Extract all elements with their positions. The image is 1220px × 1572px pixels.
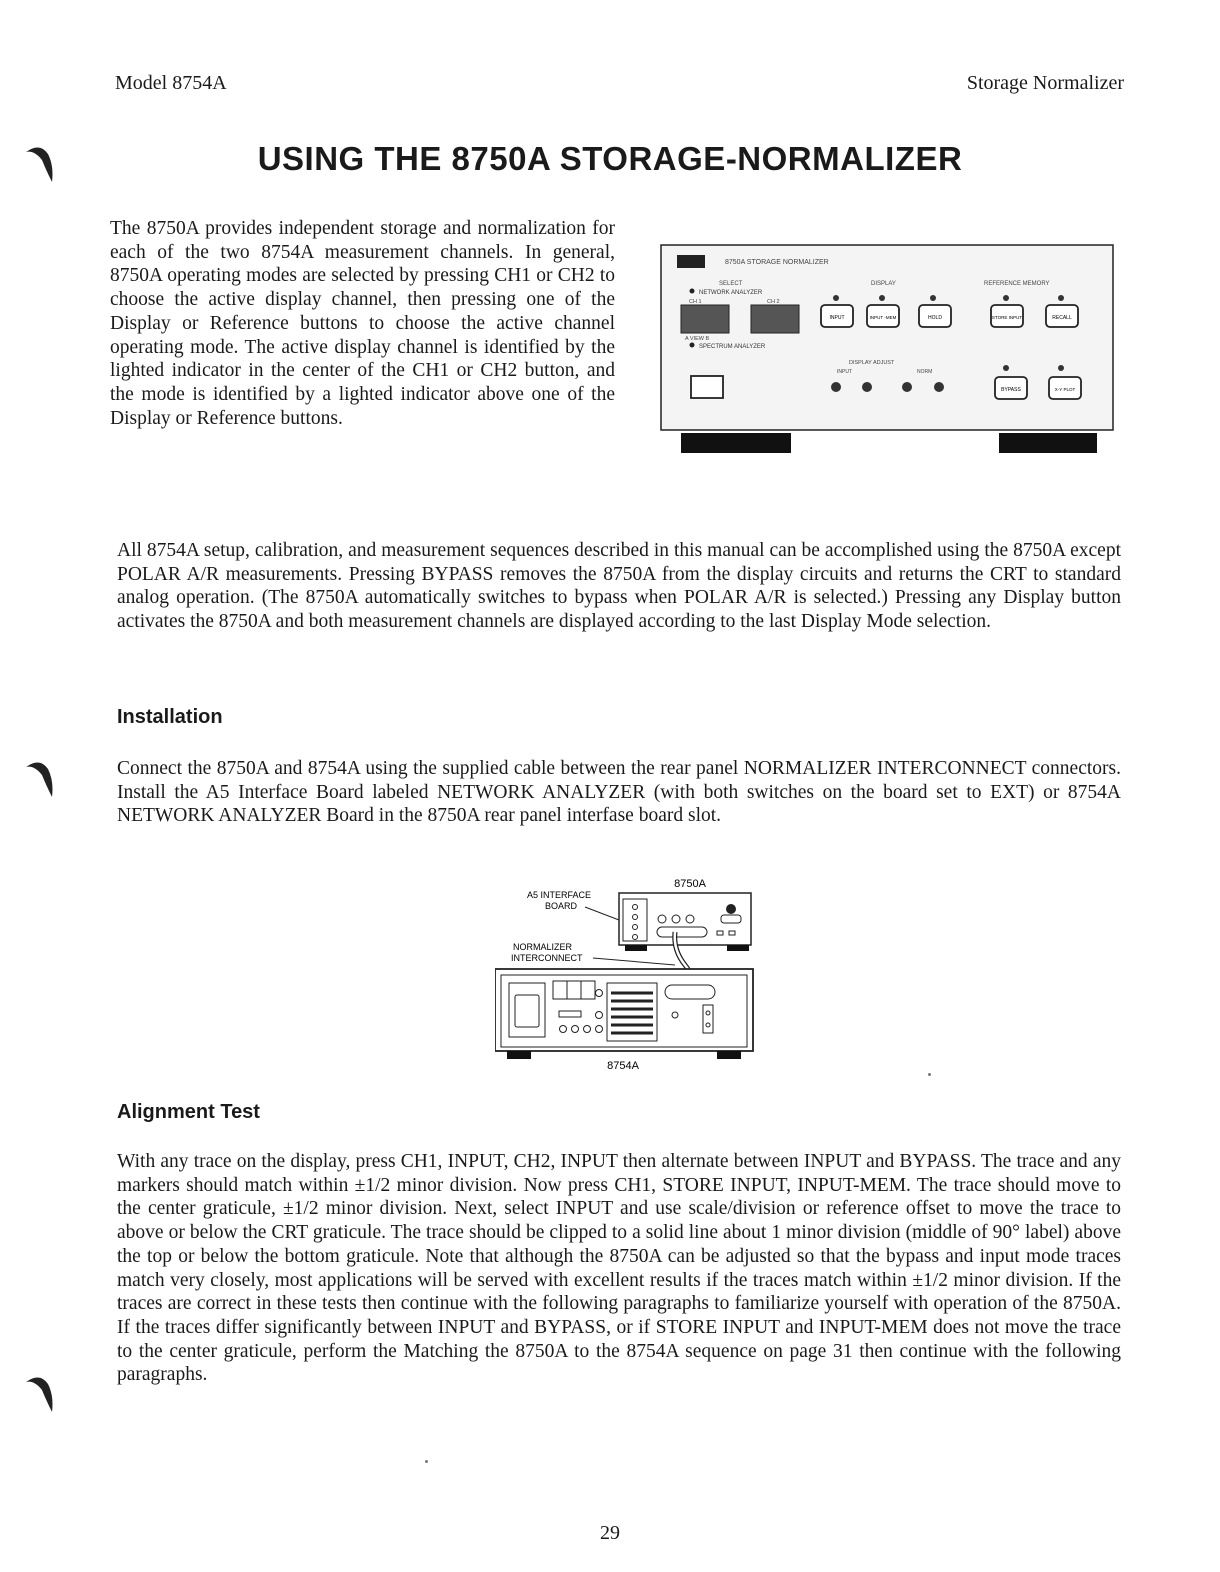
intro-paragraph: The 8750A provides independent storage and normalization for each of the two 8754A measurement channels. In general, 8750A operating modes are selected by pressing CH1 or CH2 to choose the active display channel, then pressing one of the Display or Reference buttons to choose the active channel operating mode. The active display channel is identified by the lighted indicator in the center of the CH1 or CH2 button, and the mode is identified by a lighted indicator above one of the Display or Reference buttons.	[110, 218, 615, 429]
label-8754a: 8754A	[607, 1060, 639, 1072]
hold-button-label: HOLD	[928, 315, 942, 321]
binder-mark-icon	[12, 755, 62, 805]
label-8750a: 8750A	[674, 878, 706, 890]
display-adjust-label: DISPLAY ADJUST	[849, 360, 895, 366]
bypass-button-label: BYPASS	[1001, 387, 1021, 393]
header-model: Model 8754A	[115, 72, 227, 94]
front-panel-figure	[659, 243, 1117, 463]
alignment-heading: Alignment Test	[117, 1101, 260, 1123]
label-a5-line2: BOARD	[545, 901, 578, 911]
page-number: 29	[600, 1522, 620, 1544]
network-analyzer-label: NETWORK ANALYZER	[699, 290, 763, 296]
label-norm-line2: INTERCONNECT	[511, 953, 583, 963]
cable-connection-figure	[495, 865, 765, 1080]
input-mem-button-label: INPUT -MEM	[869, 315, 897, 320]
spectrum-analyzer-label: SPECTRUM ANALYZER	[699, 344, 766, 350]
hp-logo-icon	[677, 255, 705, 268]
spectrum-label: A VIEW B	[685, 336, 710, 342]
select-label: SELECT	[719, 281, 743, 287]
plot-button-label: X-Y PLOT	[1054, 387, 1076, 392]
adjust-input-label: INPUT	[837, 369, 852, 375]
binder-mark-icon	[12, 1370, 62, 1420]
panel-foot-left	[681, 433, 791, 453]
label-norm-line1: NORMALIZER	[513, 942, 573, 952]
ch1-label: CH 1	[689, 299, 702, 305]
ch2-button	[751, 305, 799, 333]
installation-paragraph: Connect the 8750A and 8754A using the supplied cable between the rear panel NORMALIZER INTERCONNECT connectors. Install the A5 Interface Board labeled NETWORK ANALYZER (with both switches on the board set to EXT) or 8754A NETWORK ANALYZER Board in the 8750A rear panel interfase board slot.	[117, 758, 1121, 827]
ch2-label: CH 2	[767, 299, 780, 305]
reference-memory-label: REFERENCE MEMORY	[984, 281, 1050, 287]
alignment-paragraph: With any trace on the display, press CH1, INPUT, CH2, INPUT then alternate between INPUT and BYPASS. The trace and any markers should match within ±1/2 minor division. Now press CH1, STORE INPUT, INPUT-MEM. The trace should move to the center graticule, ±1/2 minor division. Next, select INPUT and use scale/division or reference offset to move the trace to above or below the CRT graticule. The trace should be clipped to a solid line about 1 minor division (middle of 90° label) above the top or below the bottom graticule. Note that although the 8750A can be adjusted so that the bypass and input mode traces match very closely, most applications will be served with excellent results if the traces match within ±1/2 minor division. If the traces are correct in these tests then continue with the following paragraphs to familiarize yourself with operation of the 8750A. If the traces differ significantly between INPUT and BYPASS, or if STORE INPUT and INPUT-MEM does not move the trace to the center graticule, perform the Matching the 8750A to the 8754A sequence on page 31 then continue with the following paragraphs.	[117, 1151, 1121, 1386]
label-a5-line1: A5 INTERFACE	[527, 890, 592, 900]
display-label: DISPLAY	[871, 281, 896, 287]
ch1-button	[681, 305, 729, 333]
page-title: USING THE 8750A STORAGE-NORMALIZER	[257, 140, 963, 177]
store-input-button-label: STORE INPUT	[991, 315, 1023, 320]
setup-paragraph: All 8754A setup, calibration, and measurement sequences described in this manual can be accomplished using the 8750A except POLAR A/R measurements. Pressing BYPASS removes the 8750A from the display circuits and returns the CRT to standard analog operation. (The 8750A automatically switches to bypass when POLAR A/R is selected.) Pressing any Display button activates the 8750A and both measurement channels are displayed according to the last Display Mode selection.	[117, 540, 1121, 633]
adjust-norm-label: NORM	[917, 369, 933, 375]
header-section: Storage Normalizer	[966, 72, 1124, 94]
recall-button-label: RECALL	[1052, 315, 1072, 321]
input-button-label: INPUT	[829, 315, 845, 321]
panel-foot-right	[999, 433, 1097, 453]
installation-heading: Installation	[117, 706, 223, 728]
power-switch	[691, 376, 723, 398]
panel-name-label: 8750A STORAGE NORMALIZER	[725, 259, 829, 266]
